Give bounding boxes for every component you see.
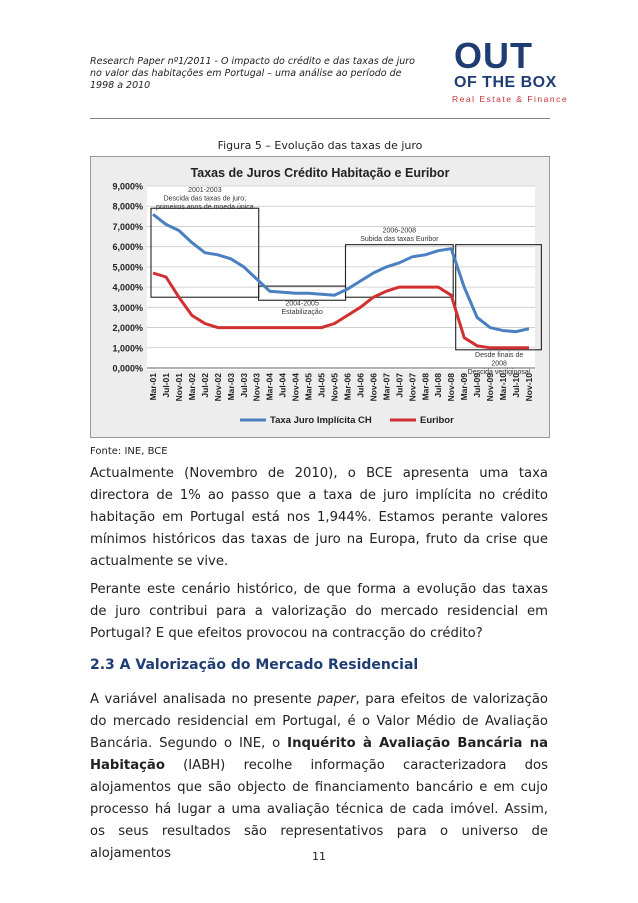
annotation-text: 2006-2008 (382, 227, 417, 235)
y-tick-label: 6,000% (112, 242, 143, 253)
legend-label-2: Euribor (420, 415, 454, 426)
running-header (90, 56, 420, 92)
p3-text-b: paper (317, 692, 356, 707)
annotation-text: 2004-2005 (285, 300, 319, 308)
interest-rate-chart (90, 156, 550, 438)
y-tick-label: 0,000% (112, 363, 143, 374)
x-tick-label: Jul-10 (511, 373, 522, 398)
x-tick-label: Nov-09 (485, 373, 496, 402)
x-tick-label: Jul-04 (277, 373, 288, 398)
x-tick-label: Mar-02 (186, 373, 197, 401)
page-number: 11 (312, 850, 326, 863)
header-divider (90, 118, 550, 119)
x-tick-label: Mar-10 (498, 373, 509, 401)
x-tick-label: Nov-10 (524, 373, 534, 402)
x-tick-label: Mar-08 (420, 373, 431, 401)
plot-area (147, 186, 535, 370)
x-tick-label: Mar-03 (225, 373, 236, 401)
p3-text-c: , para efeitos de valorização do mercado residencial em Portugal, é o Valor Médio de Avaliação Bancária. Segundo o INE, o (90, 692, 548, 751)
p3-text-e: (IABH) recolhe informação caracterizadora dos alojamentos que são objecto de financiamento bancário e em cujo processo há lugar a uma avaliação técnica de cada imóvel. Assim, os seus resultados são representativos para o universo de alojamentos (90, 758, 548, 861)
x-tick-label: Nov-07 (407, 373, 418, 402)
x-tick-label: Nov-06 (368, 373, 379, 402)
out-of-the-box-logo (448, 35, 569, 108)
x-tick-label: Mar-07 (381, 373, 392, 401)
y-tick-label: 8,000% (112, 201, 143, 212)
x-tick-label: Mar-09 (459, 373, 470, 401)
x-tick-label: Jul-05 (316, 373, 327, 398)
chart-title: Taxas de Juros Crédito Habitação e Euribor (190, 166, 450, 180)
y-tick-label: 3,000% (112, 302, 143, 313)
y-tick-label: 5,000% (112, 262, 143, 273)
x-tick-label: Mar-06 (342, 373, 353, 401)
annotation-text: Descida das taxas de juro; (163, 195, 247, 203)
header-line-1: Research Paper nº1/2011 - O impacto do crédito e das taxas de juro (90, 56, 415, 67)
paragraph-3 (90, 689, 548, 865)
annotation-text: 2008 (491, 360, 507, 368)
x-tick-label: Jul-06 (355, 373, 366, 398)
x-tick-label: Mar-04 (264, 373, 275, 401)
x-tick-label: Nov-01 (173, 373, 184, 402)
section-heading: 2.3 A Valorização do Mercado Residencial (90, 657, 419, 673)
x-tick-label: Nov-08 (446, 373, 457, 402)
header-line-2: no valor das habitações em Portugal – uma análise ao período de (90, 68, 402, 79)
x-tick-label: Mar-01 (148, 373, 158, 401)
y-tick-label: 7,000% (112, 221, 143, 232)
x-tick-label: Jul-01 (160, 373, 171, 398)
annotation-text: primeiros anos de moeda única (156, 204, 254, 211)
x-tick-label: Jul-07 (394, 373, 405, 398)
annotation-text: Estabilização (281, 308, 323, 316)
y-tick-label: 4,000% (112, 282, 143, 293)
annotation-text: Descida vertiginosa! (467, 368, 531, 376)
paragraph-2: Perante este cenário histórico, de que forma a evolução das taxas de juro contribui para a valorização do mercado residencial em Portugal? E que efeitos provocou na contracção do crédito? (90, 582, 548, 641)
x-tick-label: Jul-03 (238, 373, 249, 398)
x-tick-label: Jul-09 (472, 373, 483, 398)
y-tick-label: 9,000% (112, 181, 143, 192)
x-tick-label: Mar-05 (303, 373, 314, 401)
y-tick-label: 1,000% (112, 343, 143, 354)
x-tick-label: Nov-05 (329, 373, 340, 402)
header-line-3: 1998 a 2010 (90, 80, 151, 91)
y-tick-label: 2,000% (112, 323, 143, 334)
p3-text-d: Inquérito à Avaliação Bancária na Habitação (90, 736, 548, 773)
annotation-text: Desde finais de (475, 351, 524, 359)
x-tick-label: Jul-02 (199, 373, 210, 398)
annotation-text: Subida das taxas Euribor (360, 236, 439, 244)
logo-tagline: Real Estate & Finance (452, 94, 569, 104)
figure-source: Fonte: INE, BCE (90, 446, 168, 457)
p3-text-a: A variável analisada no presente (90, 692, 318, 707)
x-tick-label: Jul-08 (433, 373, 444, 398)
x-tick-label: Nov-02 (212, 373, 223, 402)
figure-caption: Figura 5 – Evolução das taxas de juro (217, 139, 423, 152)
x-tick-label: Nov-04 (290, 373, 301, 402)
legend-label-1: Taxa Juro Implícita CH (270, 415, 372, 426)
logo-main: OUT (454, 35, 533, 76)
x-tick-label: Nov-03 (251, 373, 262, 402)
annotation-text: 2001-2003 (188, 187, 222, 194)
paragraph-1: Actualmente (Novembro de 2010), o BCE apresenta uma taxa directora de 1% ao passo que a taxa de juro implícita no crédito habitação em Portugal está nos 1,944%. Estamos perante valores mínimos históricos das taxas de juro na Europa, fruto da crise que actualmente se vive. (90, 466, 548, 569)
logo-sub: OF THE BOX (454, 74, 557, 91)
